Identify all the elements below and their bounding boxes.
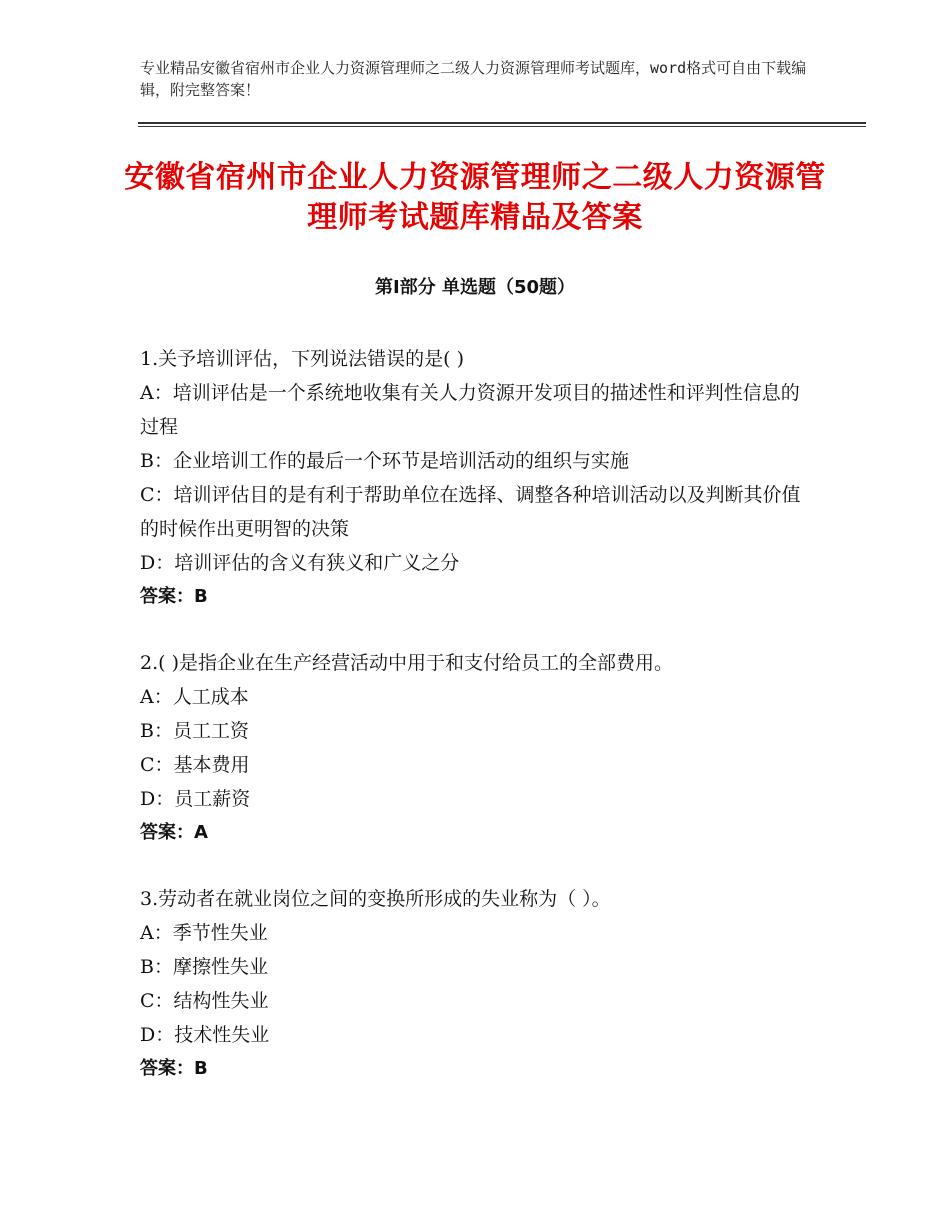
option-a: A：季节性失业 <box>140 922 268 944</box>
answer: 答案：B <box>140 1058 208 1079</box>
section-title: 第I部分 单选题（50题） <box>374 277 575 298</box>
question-text: 1.关予培训评估，下列说法错误的是( ) <box>140 348 464 370</box>
question-2 <box>140 646 810 850</box>
option-d: D：培训评估的含义有狭义和广义之分 <box>140 552 460 574</box>
option-c: C：结构性失业 <box>140 990 269 1012</box>
option-b: B：企业培训工作的最后一个环节是培训活动的组织与实施 <box>140 450 629 472</box>
question-text: 3.劳动者在就业岗位之间的变换所形成的失业称为（ ）。 <box>140 888 611 910</box>
answer: 答案：B <box>140 586 208 607</box>
header-rule <box>138 122 866 127</box>
option-d: D：员工薪资 <box>140 788 251 810</box>
document-title: 安徽省宿州市企业人力资源管理师之二级人力资源管理师考试题库精品及答案 <box>124 160 826 235</box>
question-text: 2.( )是指企业在生产经营活动中用于和支付给员工的全部费用。 <box>140 652 673 674</box>
option-c: C：基本费用 <box>140 754 250 776</box>
option-b: B：员工工资 <box>140 720 249 742</box>
question-3 <box>140 882 810 1086</box>
option-d: D：技术性失业 <box>140 1024 270 1046</box>
question-list <box>140 342 810 1118</box>
option-a: A：培训评估是一个系统地收集有关人力资源开发项目的描述性和评判性信息的过程 <box>140 382 800 438</box>
option-c: C：培训评估目的是有利于帮助单位在选择、调整各种培训活动以及判断其价值的时候作出更明智的决策 <box>140 484 801 540</box>
option-a: A：人工成本 <box>140 686 249 708</box>
question-1 <box>140 342 810 614</box>
header-note: 专业精品安徽省宿州市企业人力资源管理师之二级人力资源管理师考试题库，word格式可自由下载编辑，附完整答案！ <box>140 59 807 99</box>
answer: 答案：A <box>140 822 208 843</box>
option-b: B：摩擦性失业 <box>140 956 268 978</box>
